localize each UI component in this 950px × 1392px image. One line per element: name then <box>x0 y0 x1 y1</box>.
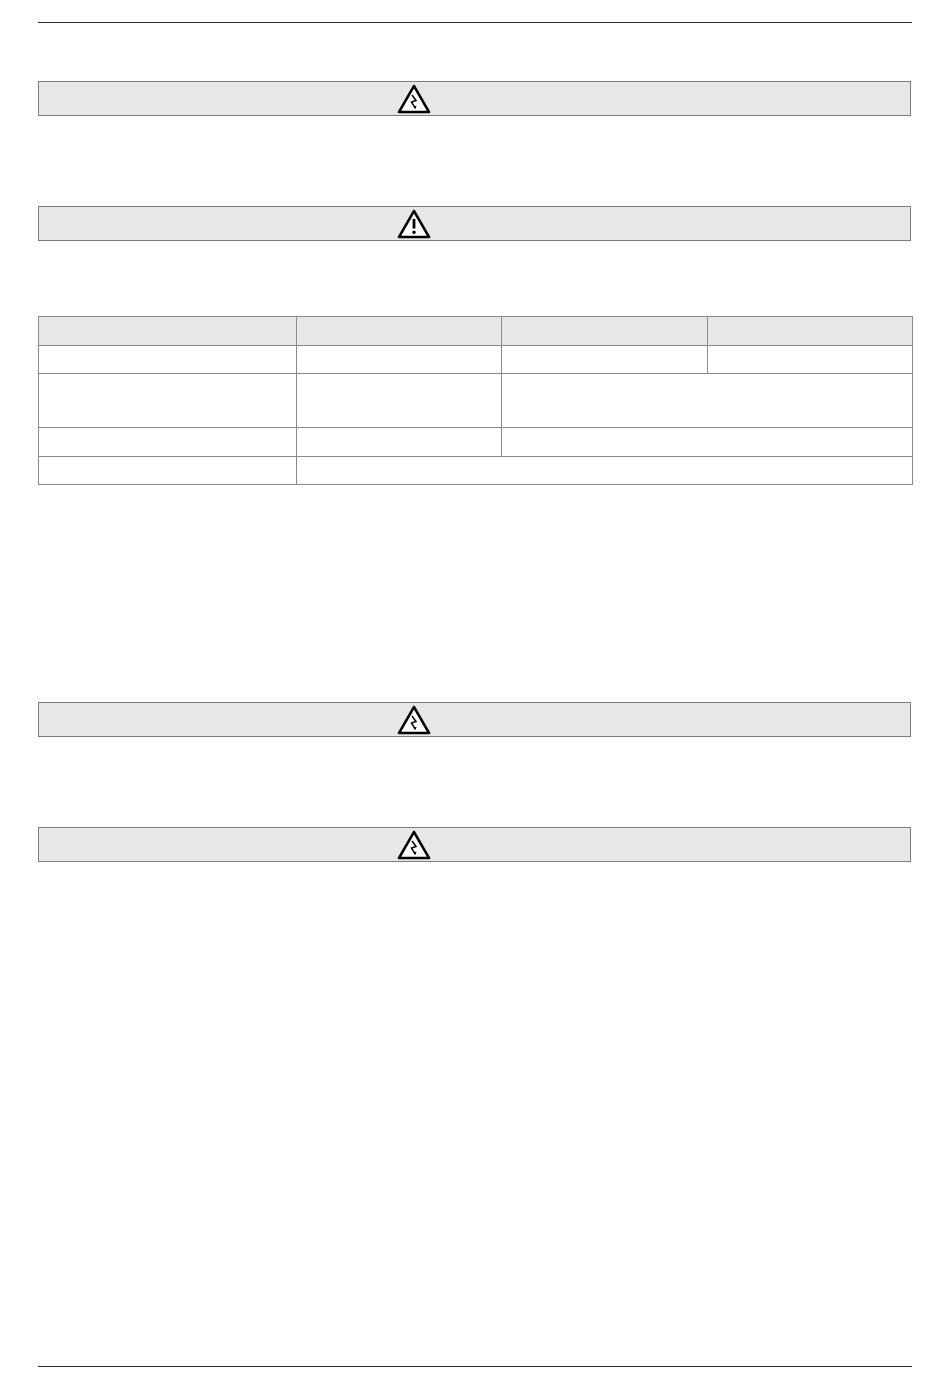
table-cell <box>708 346 913 374</box>
warning-banner-electrical <box>38 81 911 116</box>
table-cell <box>39 428 297 457</box>
warning-banner-general <box>38 206 911 241</box>
table-cell <box>297 374 502 428</box>
table-cell <box>502 346 708 374</box>
table-cell <box>39 374 297 428</box>
table-cell <box>297 428 502 457</box>
table-row <box>39 346 913 374</box>
table-cell <box>502 374 913 428</box>
header-rule <box>38 22 912 23</box>
table-row <box>39 374 913 428</box>
specification-table <box>38 316 913 485</box>
table-header-cell <box>297 317 502 346</box>
warning-banner-electrical <box>38 702 911 737</box>
warning-banner-electrical <box>38 827 911 862</box>
electrical-hazard-icon <box>397 705 431 735</box>
table-header-row <box>39 317 913 346</box>
table-header-cell <box>39 317 297 346</box>
table-cell <box>297 457 913 485</box>
table-row <box>39 428 913 457</box>
footer-rule <box>38 1366 912 1367</box>
electrical-hazard-icon <box>397 84 431 114</box>
table-header-cell <box>502 317 708 346</box>
electrical-hazard-icon <box>397 830 431 860</box>
table-cell <box>502 428 913 457</box>
table-row <box>39 457 913 485</box>
table-header-cell <box>708 317 913 346</box>
table-cell <box>39 346 297 374</box>
general-warning-icon <box>397 209 431 239</box>
table-cell <box>297 346 502 374</box>
table-cell <box>39 457 297 485</box>
